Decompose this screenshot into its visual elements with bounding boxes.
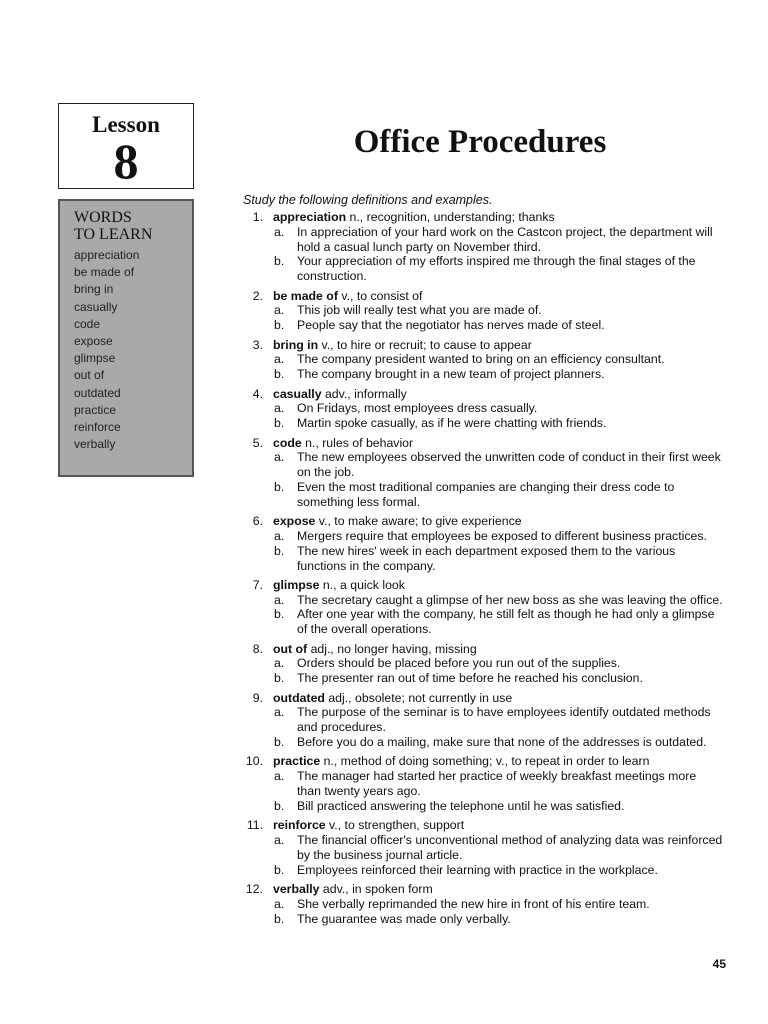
definition-number: 11. [246, 818, 263, 833]
example-letter: b. [274, 862, 285, 877]
definition-head [243, 514, 723, 529]
word-item: code [74, 316, 101, 331]
definition-text: v., to strengthen, support [325, 818, 465, 833]
example-letter: a. [274, 833, 285, 848]
lesson-label: Lesson [92, 112, 160, 137]
example-text: The secretary caught a glimpse of her new boss as she was leaving the office. [297, 592, 723, 607]
definition-head [243, 578, 723, 593]
definition-entry [243, 436, 723, 510]
word-item: out of [74, 368, 105, 383]
definition-term: casually [273, 386, 322, 401]
example-sentence [243, 303, 723, 318]
example-letter: a. [274, 592, 285, 607]
definition-entry [243, 514, 723, 573]
definition-text: n., method of doing something; v., to repeat in order to learn [320, 754, 650, 769]
example-letter: a. [274, 896, 285, 911]
example-text: After one year with the company, he still felt as though he had only a glimpse of the overall operations. [297, 607, 715, 637]
example-letter: a. [274, 303, 285, 318]
example-letter: a. [274, 401, 285, 416]
definition-number: 12. [245, 882, 263, 896]
example-sentence [243, 450, 723, 480]
example-sentence [243, 529, 723, 544]
example-text: The purpose of the seminar is to have employees identify outdated methods and procedures. [297, 705, 711, 735]
lesson-number: 8 [113, 133, 139, 189]
definition-head [243, 691, 723, 706]
definition-head [243, 289, 723, 304]
definition-head [243, 754, 723, 769]
word-item: glimpse [74, 351, 116, 366]
example-letter: a. [274, 528, 285, 543]
page-number: 45 [712, 957, 726, 971]
definition-term: outdated [273, 690, 325, 705]
example-sentence [243, 912, 723, 927]
definition-entry [243, 818, 723, 877]
definition-term: expose [273, 514, 316, 529]
example-letter: b. [274, 367, 285, 382]
example-sentence [243, 607, 723, 637]
definition-text: n., a quick look [319, 577, 405, 592]
word-item: reinforce [74, 420, 121, 435]
definition-text: adj., obsolete; not currently in use [324, 690, 513, 705]
example-letter: b. [274, 479, 285, 494]
definition-text: v., to make aware; to give experience [315, 514, 522, 529]
example-text: People say that the negotiator has nerves made of steel. [297, 318, 605, 333]
definition-text: adj., no longer having, missing [307, 641, 477, 656]
words-title-line-1: WORDS [74, 209, 132, 226]
example-sentence [243, 593, 723, 608]
example-sentence [243, 769, 723, 799]
example-text: The new hires' week in each department exposed them to the various functions in the company. [297, 543, 676, 573]
words-to-learn-title [74, 209, 192, 243]
definition-entry [243, 642, 723, 686]
definition-entry [243, 754, 723, 813]
definition-text: n., recognition, understanding; thanks [346, 210, 555, 224]
definition-term: bring in [273, 337, 319, 352]
definition-text: v., to consist of [337, 288, 423, 303]
definition-text: v., to hire or recruit; to cause to appear [318, 337, 532, 352]
definition-number: 1. [252, 210, 263, 224]
definition-term: practice [273, 754, 321, 769]
example-letter: a. [274, 705, 285, 720]
definition-term: be made of [273, 288, 338, 303]
example-sentence [243, 352, 723, 367]
definition-term: out of [273, 641, 308, 656]
example-text: The financial officer's unconventional method of analyzing data was reinforced by the business journal article. [297, 833, 723, 862]
word-item: be made of [74, 265, 135, 280]
word-item: practice [74, 402, 117, 417]
example-text: The presenter ran out of time before he reached his conclusion. [297, 671, 643, 686]
definition-number: 6. [252, 514, 263, 529]
example-letter: a. [274, 656, 285, 671]
definition-entry [243, 578, 723, 637]
example-sentence [243, 897, 723, 912]
definition-term: reinforce [273, 818, 326, 833]
example-sentence [243, 225, 723, 255]
definition-entry [243, 691, 723, 750]
definition-head [243, 642, 723, 657]
example-letter: b. [274, 318, 285, 333]
word-item: appreciation [74, 248, 140, 262]
example-text: Bill practiced answering the telephone until he was satisfied. [297, 798, 625, 813]
definition-head [243, 338, 723, 353]
example-text: Orders should be placed before you run out of the supplies. [297, 656, 621, 671]
example-text: Your appreciation of my efforts inspired me through the final stages of the construction. [297, 254, 696, 284]
definition-number: 4. [252, 386, 263, 401]
word-item: expose [74, 334, 113, 349]
example-letter: b. [274, 671, 285, 686]
definition-number: 9. [252, 690, 263, 705]
example-sentence [243, 480, 723, 510]
word-item: outdated [74, 385, 121, 400]
definition-number: 2. [252, 288, 263, 303]
example-letter: a. [274, 352, 285, 367]
definition-head [243, 882, 723, 897]
example-letter: b. [274, 607, 285, 622]
example-text: The company brought in a new team of project planners. [297, 367, 605, 382]
lesson-box [58, 103, 194, 189]
example-text: The new employees observed the unwritten code of conduct in their first week on the job. [297, 450, 721, 480]
example-letter: a. [274, 224, 285, 239]
example-sentence [243, 416, 723, 431]
definition-entry [243, 210, 723, 284]
example-text: Even the most traditional companies are changing their dress code to something less formal. [297, 479, 675, 509]
example-text: Employees reinforced their learning with practice in the workplace. [297, 862, 658, 877]
word-item: casually [74, 299, 118, 314]
example-letter: a. [274, 450, 285, 465]
definition-number: 8. [252, 641, 263, 656]
example-sentence [243, 671, 723, 686]
definition-text: n., rules of behavior [301, 435, 414, 450]
definition-head [243, 210, 723, 225]
definition-number: 5. [252, 435, 263, 450]
example-sentence [243, 544, 723, 574]
example-text: The guarantee was made only verbally. [297, 911, 511, 926]
definition-term: code [273, 435, 302, 450]
page-title: Office Procedures [353, 124, 607, 160]
definition-term: verbally [273, 882, 320, 896]
definition-head [243, 818, 723, 833]
example-letter: b. [274, 735, 285, 750]
definition-number: 7. [252, 577, 263, 592]
word-item: verbally [74, 437, 116, 452]
example-text: Mergers require that employees be exposed to different business practices. [297, 528, 707, 543]
example-letter: b. [274, 416, 285, 431]
definition-entry [243, 882, 723, 926]
example-sentence [243, 799, 723, 814]
example-text: She verbally reprimanded the new hire in front of his entire team. [297, 896, 650, 911]
definition-head [243, 387, 723, 402]
example-sentence [243, 735, 723, 750]
words-list [74, 247, 192, 453]
words-to-learn-box [58, 199, 194, 477]
definition-text: adv., informally [321, 386, 407, 401]
word-item: bring in [74, 282, 114, 297]
definition-number: 3. [252, 337, 263, 352]
example-sentence [243, 833, 723, 863]
example-text: The manager had started her practice of weekly breakfast meetings more than twenty years ago. [297, 769, 697, 799]
definition-entry [243, 387, 723, 431]
example-letter: b. [274, 543, 285, 558]
example-letter: b. [274, 798, 285, 813]
words-title-line-2: TO LEARN [74, 226, 153, 243]
example-text: This job will really test what you are made of. [297, 303, 542, 318]
definition-head [243, 436, 723, 451]
example-letter: b. [274, 254, 285, 269]
definition-term: appreciation [273, 210, 347, 224]
example-sentence [243, 401, 723, 416]
example-sentence [243, 254, 723, 284]
example-text: Martin spoke casually, as if he were chatting with friends. [297, 416, 607, 431]
example-sentence [243, 367, 723, 382]
example-text: Before you do a mailing, make sure that none of the addresses is outdated. [297, 735, 707, 750]
definition-entry [243, 338, 723, 382]
example-text: The company president wanted to bring on an efficiency consultant. [297, 352, 665, 367]
definitions-list [243, 210, 723, 931]
example-sentence [243, 705, 723, 735]
example-letter: b. [274, 911, 285, 926]
example-sentence [243, 656, 723, 671]
definition-number: 10. [245, 754, 263, 769]
example-sentence [243, 318, 723, 333]
example-letter: a. [274, 769, 285, 784]
example-sentence [243, 863, 723, 878]
intro-text: Study the following definitions and examples. [243, 193, 493, 207]
definition-entry [243, 289, 723, 333]
example-text: On Fridays, most employees dress casually. [297, 401, 538, 416]
definition-text: adv., in spoken form [319, 882, 433, 896]
example-text: In appreciation of your hard work on the Castcon project, the department will hold a casual lunch party on November third. [297, 224, 713, 254]
definition-term: glimpse [273, 577, 320, 592]
